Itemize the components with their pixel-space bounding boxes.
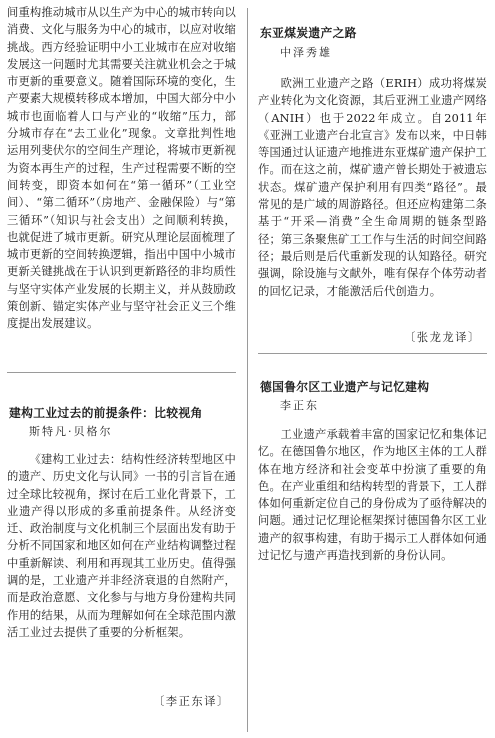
article-body-ruhr-memory: 工业遗产承载着丰富的国家记忆和集体记忆。在德国鲁尔地区，作为地区主体的工人群体在地方经济和社会变革中扮演了重要的角色。在产业重组和结构转型的背景下，工人群体如何重新定位自己的身份成为了亟待解决的问题。通过记忆理论框架探讨德国鲁尔区工业遗产的叙事构建，有助于揭示工人群体如何通过记忆与遗产再造找到新的身份认同。 xyxy=(258,428,487,563)
article-author-berger: 斯特凡·贝格尔 xyxy=(29,425,113,438)
translator-credit-li: 〔李正东译〕 xyxy=(153,695,230,708)
article-author-li: 李正东 xyxy=(280,399,319,412)
intro-paragraph: 间重构推动城市从以生产为中心的城市转向以消费、文化与服务为中心的城市，以应对收缩挑战。西方经验证明中小工业城市在应对收缩发展这一问题时尤其需要关注就业机会之于城市更新的重要意义。随着国际环境的变化，生产要素大规模转移成本增加，中国大部分中小城市也面临着人口与产业的“收缩”压力，部分城市存在“去工业化”现象。文章批判性地运用列斐伏尔的空间生产理论，将城市更新视为资本再生产的过程，生产过程需要不断的空间转变，即资本如何在“第一循环”（工业空间）、“第二循环”（房地产、金融保险）与“第三循环”（知识与社会支出）之间顺利转换，也就促进了城市更新。研究从理论层面梳理了城市更新的空间转换逻辑，指出中国中小城市更新关键挑战在于认识到更新路径的非均质性与坚守实体产业发展的长期主义，并从鼓励政策创新、锚定实体产业与坚守社会正义三个维度提出发展建议。 xyxy=(7,6,236,331)
article-title-east-asia-coal: 东亚煤炭遗产之路 xyxy=(260,26,357,40)
article-body-preconditions: 《建构工业过去：结构性经济转型地区中的遗产、历史文化与认同》一书的引言旨在通过全球比较视角，探讨在后工业化背景下，工业遗产得以形成的多重前提条件。从经济变迁、政治制度与文化机制三个层面出发有助于分析不同国家和地区如何在产业结构调整过程中重新解读、利用和再现其工业历史。值得强调的是，工业遗产并非经济衰退的自然附产，而是政治意愿、文化参与与地方身份建构共同作用的结果，从而为理解如何在全球范围内激活工业过去提供了重要的分析框架。 xyxy=(7,453,236,639)
section-divider xyxy=(258,353,487,354)
column-divider xyxy=(247,8,248,732)
translator-credit-zhang: 〔张龙龙译〕 xyxy=(404,331,481,344)
article-body-east-asia-coal: 欧洲工业遗产之路（ERIH）成功将煤炭产业转化为文化资源，其后亚洲工业遗产网络（ANIH）也于2022年成立。自2011年《亚洲工业遗产台北宣言》发布以来，中日韩等国通过认证遗产地推进东亚煤矿遗产保护工作。而在这之前，煤矿遗产曾长期处于被遗忘状态。煤矿遗产保护利用有四类“路径”。最常见的是广域的周游路径。但还应构建第二条基于“开采—消费”全生命周期的链条型路径；第三条聚焦矿工工作与生活的时间空间路径；最后则是后代重新发现的认知路径。研究强调，除设施与文献外，唯有保存个体劳动者的回忆记录，才能激活后代创造力。 xyxy=(258,77,487,298)
article-author-nakazawa: 中泽秀雄 xyxy=(280,46,332,59)
section-divider xyxy=(7,372,236,373)
article-title-preconditions: 建构工业过去的前提条件：比较视角 xyxy=(9,406,203,420)
article-title-ruhr-memory: 德国鲁尔区工业遗产与记忆建构 xyxy=(260,380,430,394)
